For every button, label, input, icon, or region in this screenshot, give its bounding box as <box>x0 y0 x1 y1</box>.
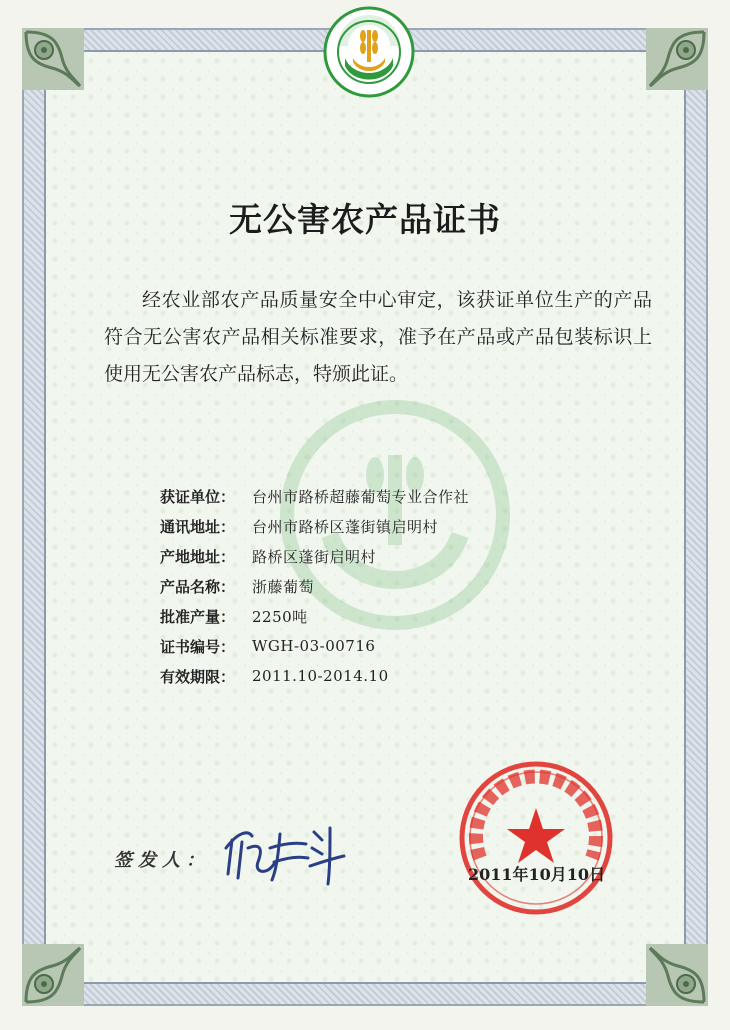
field-row-approved-output <box>160 601 469 631</box>
field-value: WGH-03-00716 <box>252 637 376 655</box>
field-value: 2250吨 <box>252 607 308 626</box>
signer-label: 签发人： <box>114 850 210 871</box>
field-row-address <box>160 511 469 541</box>
field-label: 产品名称： <box>160 577 236 596</box>
issue-date: 2011年10月10日 <box>468 865 606 884</box>
field-row-origin <box>160 541 469 571</box>
field-row-validity <box>160 661 469 691</box>
field-label: 证书编号： <box>160 637 236 656</box>
corner-ornament-icon <box>22 944 84 1006</box>
official-red-seal <box>456 758 616 918</box>
field-value: 浙藤葡萄 <box>252 577 315 596</box>
field-label: 通讯地址： <box>160 517 236 536</box>
field-label: 产地地址： <box>160 547 236 566</box>
field-label: 批准产量： <box>160 607 236 626</box>
wheat-emblem-icon <box>323 6 415 98</box>
field-row-certificate-number <box>160 631 469 661</box>
certificate-intro-text: 经农业部农产品质量安全中心审定，该获证单位生产的产品符合无公害农产品相关标准要求，准予在产品或产品包装标识上使用无公害农产品标志，特颁此证。 <box>104 289 652 385</box>
field-value: 台州市路桥超藤葡萄专业合作社 <box>252 487 470 506</box>
field-row-certified-unit <box>160 481 469 511</box>
field-value: 2011.10-2014.10 <box>252 667 389 685</box>
corner-ornament-icon <box>22 28 84 90</box>
field-value: 路桥区蓬街启明村 <box>252 547 377 566</box>
field-row-product-name <box>160 571 469 601</box>
corner-ornament-icon <box>646 28 708 90</box>
field-value: 台州市路桥区蓬街镇启明村 <box>252 517 439 536</box>
handwritten-signature <box>218 818 348 888</box>
corner-ornament-icon <box>646 944 708 1006</box>
field-label: 获证单位： <box>160 487 236 506</box>
certificate-title: 无公害农产品证书 <box>229 200 501 239</box>
certificate-info-list <box>160 481 469 691</box>
field-label: 有效期限： <box>160 667 236 686</box>
